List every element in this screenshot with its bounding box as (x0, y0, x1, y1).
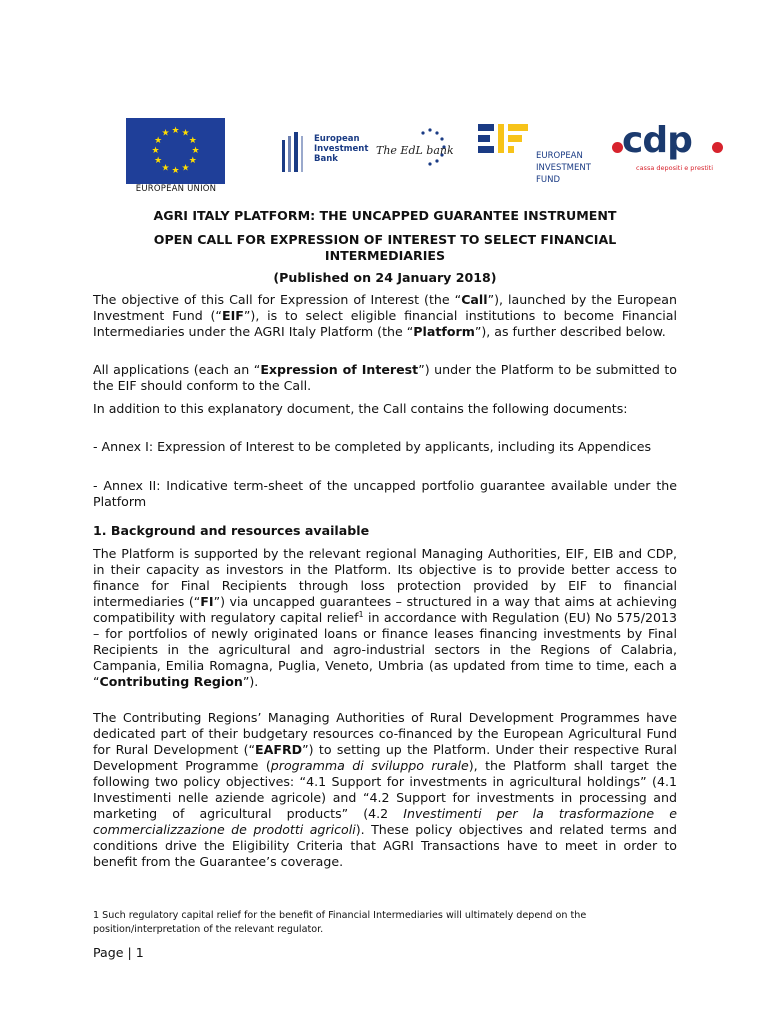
term-eafrd: EAFRD (255, 742, 303, 757)
eib-line-2: Investment (314, 144, 369, 154)
eib-logo (282, 132, 372, 176)
eib-bars-icon (282, 132, 308, 172)
svg-text:★: ★ (154, 136, 163, 146)
eif-wordmark (536, 150, 591, 186)
term-eif: EIF (221, 308, 244, 323)
eib-wordmark (314, 134, 368, 164)
section-1-paragraph-1 (93, 546, 677, 690)
annex-2-item: - Annex II: Indicative term-sheet of the uncapped portfolio guarantee available under the Platform (93, 478, 677, 509)
cdp-dot-right (712, 142, 723, 153)
intro-paragraph-1 (93, 292, 677, 340)
text-run: ). These policy objectives and related terms and conditions drive the Eligibility Criteria that AGRI Transactions have to meet in order to benefit from the Guarantee’s coverage. (93, 822, 677, 869)
eif-line-3: FUND (536, 175, 561, 185)
logo-strip (0, 112, 770, 198)
text-run: ”), as further described below. (474, 324, 666, 339)
eif-mark-icon (478, 124, 534, 164)
eib-line-3: Bank (314, 154, 338, 164)
term-fi: FI (200, 594, 214, 609)
doc-subtitle (93, 232, 677, 264)
svg-text:★: ★ (181, 163, 190, 174)
intro-paragraph-3: In addition to this explanatory document, the Call contains the following documents: (93, 401, 628, 416)
svg-text:★: ★ (188, 136, 197, 146)
annex-1-item: - Annex I: Expression of Interest to be completed by applicants, including its Appendices (93, 439, 652, 454)
svg-text:★: ★ (181, 128, 190, 139)
cdp-wordmark: cdp (622, 120, 692, 161)
text-run: ”) under the Platform to be submitted to the EIF should conform to the Call. (93, 362, 677, 393)
cdp-logo (612, 120, 730, 180)
footnote (93, 909, 677, 937)
italic-run: programma di sviluppo rurale (270, 758, 469, 773)
footnote-ref[interactable]: 1 (358, 609, 364, 619)
text-run: The Contributing Regions’ Managing Authorities of Rural Development Programmes have dedicated part of their budgetary resources co-financed by the European Agricultural Fund for Rural Development (“ (93, 710, 677, 757)
svg-text:★: ★ (161, 128, 170, 139)
publication-date: (Published on 24 January 2018) (273, 270, 497, 285)
term-call: Call (461, 292, 488, 307)
text-run: ”), is to select eligible financial institutions to become Financial Intermediaries under the AGRI Italy Platform (the “ (93, 308, 677, 339)
eu-caption: EUROPEAN UNION (135, 184, 217, 194)
section-1-paragraph-2 (93, 710, 677, 870)
term-expression-of-interest: Expression of Interest (260, 362, 419, 377)
intro-paragraph-2 (93, 362, 677, 394)
page-number: Page | 1 (93, 945, 144, 960)
eu-flag-logo (126, 118, 225, 184)
svg-text:★: ★ (191, 146, 200, 156)
edl-wordmark: The EdL bank (376, 144, 454, 157)
svg-text:★: ★ (154, 156, 163, 166)
footnote-text: Such regulatory capital relief for the benefit of Financial Intermediaries will ultimately depend on the position/interpretation of the relevant regulator. (93, 910, 587, 935)
svg-text:★: ★ (161, 163, 170, 174)
cdp-tagline: cassa depositi e prestiti (636, 164, 714, 172)
edl-logo (374, 122, 458, 176)
eib-line-1: European (314, 134, 360, 144)
doc-title: AGRI ITALY PLATFORM: THE UNCAPPED GUARANTEE INSTRUMENT (153, 208, 617, 223)
italic-run: Investimenti per la trasformazione e commercializzazione de prodotti agricoli (93, 806, 677, 837)
text-run: All applications (each an “ (93, 362, 261, 377)
eif-logo (478, 122, 608, 192)
text-run: ”) via uncapped guarantees – structured in a way that aims at achieving compatibility with regulatory capital relief (93, 594, 677, 625)
section-1-heading: 1. Background and resources available (93, 523, 370, 538)
text-run: ”) to setting up the Platform. Under their respective Rural Development Programme ( (93, 742, 677, 773)
text-run: The objective of this Call for Expression of Interest (the “ (93, 292, 462, 307)
term-contributing-region: Contributing Region (99, 674, 243, 689)
svg-text:★: ★ (188, 156, 197, 166)
text-run: ”). (242, 674, 259, 689)
svg-text:★: ★ (151, 146, 160, 156)
doc-subtitle-line-1: OPEN CALL FOR EXPRESSION OF INTEREST TO SELECT FINANCIAL (153, 232, 617, 247)
svg-text:★: ★ (171, 126, 180, 136)
text-run: The Platform is supported by the relevant regional Managing Authorities, EIF, EIB and CDP, in their capacity as investors in the Platform. Its objective is to provide better access to finance for Final Recipients through loss protection provided by EIF to financial intermediaries (“ (93, 546, 677, 609)
text-run: ), the Platform shall target the following two policy objectives: “4.1 Support for investments in agricultural holdings” (4.1 Investimenti nelle aziende agricole) and “4.2 Support for investments in processing and marketing of agricultural products” (4.2 (93, 758, 677, 821)
text-run: in accordance with Regulation (EU) No 575/2013 – for portfolios of newly originated loans or finance leases financing investments by Final Recipients in the agricultural and agro-industrial sectors in the Regions of Calabria, Campania, Emilia Romagna, Puglia, Veneto, Umbria (as updated from time to time, each a “ (93, 610, 677, 689)
eu-stars (126, 118, 225, 184)
eif-line-2: INVESTMENT (536, 163, 591, 173)
term-platform: Platform (413, 324, 475, 339)
footnote-number: 1 (93, 910, 100, 921)
text-run: ”), launched by the European Investment Fund (“ (93, 292, 677, 323)
doc-subtitle-line-2: INTERMEDIARIES (324, 248, 446, 263)
svg-text:★: ★ (171, 166, 180, 176)
eif-line-1: EUROPEAN (536, 151, 583, 161)
